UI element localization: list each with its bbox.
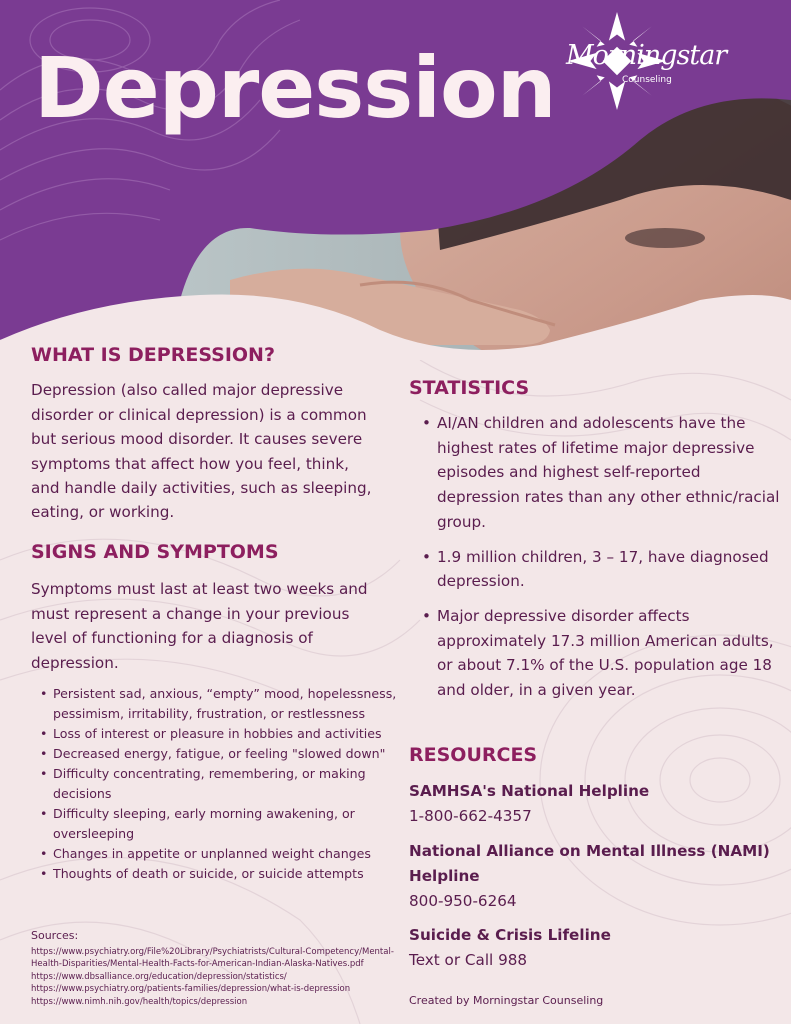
list-item: • Decreased energy, fatigue, or feeling "slowed down" (34, 744, 404, 764)
sources-label: Sources: (31, 929, 79, 942)
signs-line: level of functioning for a diagnosis of (31, 629, 313, 647)
what-is-line: symptoms that affect how you feel, think, (31, 455, 349, 473)
signs-line: depression. (31, 654, 119, 672)
statistics-heading: STATISTICS (409, 377, 530, 399)
signs-line: must represent a change in your previous (31, 605, 350, 623)
logo-name: Morningstar (566, 40, 727, 71)
resource-phone[interactable]: Text or Call 988 (409, 951, 528, 969)
source-link[interactable]: https://www.psychiatry.org/File%20Library/Psychiatrists/Cultural-Competency/Mental- (31, 947, 394, 957)
resource-name: SAMHSA's National Helpline (409, 782, 650, 800)
list-item: • Major depressive disorder affects approximately 17.3 million American adults, or about 7.1% of the U.S. population age 18 and older, in a given year. (420, 604, 780, 703)
what-is-line: eating, or working. (31, 503, 175, 521)
source-link[interactable]: https://www.dbsalliance.org/education/depression/statistics/ (31, 972, 287, 982)
what-is-line: Depression (also called major depressive (31, 381, 344, 399)
signs-heading: SIGNS AND SYMPTOMS (31, 541, 279, 563)
list-item: • Loss of interest or pleasure in hobbies and activities (34, 724, 404, 744)
logo (566, 10, 751, 112)
resource-phone[interactable]: 800-950-6264 (409, 892, 517, 910)
resources-heading: RESOURCES (409, 744, 538, 766)
list-item: • Persistent sad, anxious, “empty” mood, hopelessness, pessimism, irritability, frustration, or restlessness (34, 684, 404, 724)
resource-name: National Alliance on Mental Illness (NAMI) Helpline (409, 842, 770, 885)
page-title: Depression (34, 39, 556, 137)
signs-line: Symptoms must last at least two weeks and (31, 580, 368, 598)
logo-subtitle: Counseling (622, 75, 672, 85)
list-item: • Thoughts of death or suicide, or suicide attempts (34, 864, 404, 884)
source-link[interactable]: Health-Disparities/Mental-Health-Facts-for-American-Indian-Alaska-Natives.pdf (31, 959, 364, 969)
symptoms-list (34, 684, 404, 884)
what-is-line: disorder or clinical depression) is a common (31, 406, 367, 424)
list-item: • Changes in appetite or unplanned weight changes (34, 844, 404, 864)
source-link[interactable]: https://www.psychiatry.org/patients-families/depression/what-is-depression (31, 984, 351, 994)
what-is-heading: WHAT IS DEPRESSION? (31, 344, 275, 366)
what-is-line: but serious mood disorder. It causes severe (31, 430, 363, 448)
list-item: • Difficulty concentrating, remembering, or making decisions (34, 764, 404, 804)
what-is-line: and handle daily activities, such as sleeping, (31, 479, 372, 497)
hero-header (0, 0, 791, 360)
credit-text: Created by Morningstar Counseling (409, 994, 604, 1007)
list-item: • AI/AN children and adolescents have the highest rates of lifetime major depressive episodes and highest self-reported depression rates than any other ethnic/racial group. (420, 411, 780, 535)
list-item: • Difficulty sleeping, early morning awakening, or oversleeping (34, 804, 404, 844)
list-item: • 1.9 million children, 3 – 17, have diagnosed depression. (420, 545, 780, 594)
resource-phone[interactable]: 1-800-662-4357 (409, 807, 532, 825)
resource-name: Suicide & Crisis Lifeline (409, 926, 611, 944)
statistics-list (420, 411, 780, 713)
source-link[interactable]: https://www.nimh.nih.gov/health/topics/depression (31, 997, 248, 1007)
